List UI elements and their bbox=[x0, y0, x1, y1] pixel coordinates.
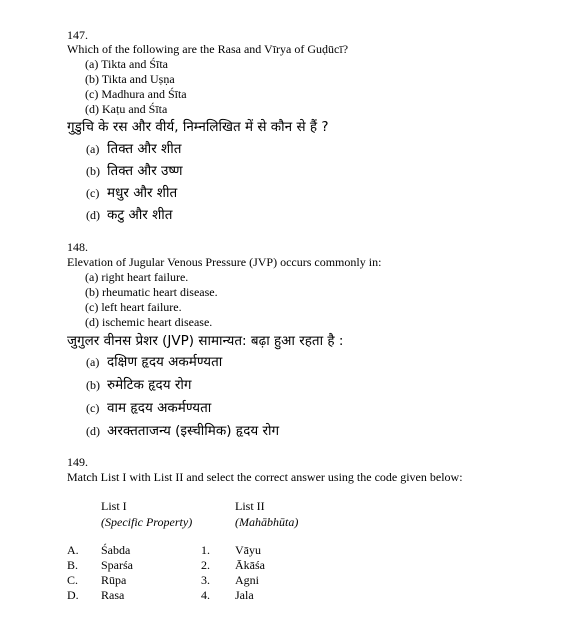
hindi-option-148-a: दक्षिण हृदय अकर्मण्यता bbox=[107, 354, 223, 370]
list1-item: Sparśa bbox=[101, 558, 133, 572]
question-number-147: 147. bbox=[67, 28, 88, 42]
option-148-d: (d) ischemic heart disease. bbox=[85, 315, 213, 329]
question-148-english-stem: Elevation of Jugular Venous Pressure (JVP) occurs commonly in: bbox=[67, 255, 382, 269]
option-147-c: (c) Madhura and Śīta bbox=[85, 87, 187, 101]
list1-item: Śabda bbox=[101, 543, 131, 557]
hindi-option-147-d: कटु और शीत bbox=[107, 207, 173, 223]
hindi-option-key: (c) bbox=[86, 186, 100, 200]
hindi-option-148-d: अरक्तताजन्य (इस्चीमिक) हृदय रोग bbox=[107, 423, 280, 439]
option-148-b: (b) rheumatic heart disease. bbox=[85, 285, 218, 299]
list2-key: 2. bbox=[201, 558, 210, 572]
question-149-english-stem: Match List I with List II and select the correct answer using the code given below: bbox=[67, 470, 463, 484]
list2-item: Vāyu bbox=[235, 543, 261, 557]
list1-title: List I bbox=[101, 499, 127, 513]
question-147-hindi-stem: गुडुचि के रस और वीर्य, निम्नलिखित में से कौन से हैं ? bbox=[67, 119, 329, 135]
list1-item: Rasa bbox=[101, 588, 125, 602]
hindi-option-key: (b) bbox=[86, 378, 100, 392]
list2-item: Ākāśa bbox=[235, 558, 265, 572]
hindi-option-147-a: तिक्त और शीत bbox=[107, 141, 182, 157]
question-148-hindi-stem: जुगुलर वीनस प्रेशर (JVP) सामान्यत: बढ़ा हुआ रहता है : bbox=[67, 333, 344, 349]
hindi-option-key: (c) bbox=[86, 401, 100, 415]
hindi-option-key: (a) bbox=[86, 142, 100, 156]
question-147-english-stem: Which of the following are the Rasa and Vīrya of Guḍūcī? bbox=[67, 42, 349, 56]
hindi-option-key: (a) bbox=[86, 355, 100, 369]
list2-key: 3. bbox=[201, 573, 210, 587]
list1-key: C. bbox=[67, 573, 79, 587]
list2-title: List II bbox=[235, 499, 265, 513]
list1-key: A. bbox=[67, 543, 79, 557]
option-147-a: (a) Tikta and Śīta bbox=[85, 57, 168, 71]
hindi-option-key: (d) bbox=[86, 424, 100, 438]
hindi-option-148-c: वाम हृदय अकर्मण्यता bbox=[107, 400, 212, 416]
list2-key: 1. bbox=[201, 543, 210, 557]
hindi-option-key: (b) bbox=[86, 164, 100, 178]
question-number-148: 148. bbox=[67, 240, 88, 254]
list1-key: D. bbox=[67, 588, 79, 602]
hindi-option-147-c: मधुर और शीत bbox=[107, 185, 178, 201]
list2-item: Agni bbox=[235, 573, 259, 587]
list2-subtitle: (Mahābhūta) bbox=[235, 515, 299, 529]
list2-item: Jala bbox=[235, 588, 254, 602]
option-147-b: (b) Tikta and Uṣṇa bbox=[85, 72, 175, 86]
list1-key: B. bbox=[67, 558, 79, 572]
list1-item: Rūpa bbox=[101, 573, 127, 587]
option-147-d: (d) Kaṭu and Śīta bbox=[85, 102, 168, 116]
list2-key: 4. bbox=[201, 588, 210, 602]
hindi-option-key: (d) bbox=[86, 208, 100, 222]
option-148-c: (c) left heart failure. bbox=[85, 300, 182, 314]
hindi-option-148-b: रुमेटिक हृदय रोग bbox=[107, 377, 192, 393]
hindi-option-147-b: तिक्त और उष्ण bbox=[107, 163, 183, 179]
question-number-149: 149. bbox=[67, 455, 88, 469]
option-148-a: (a) right heart failure. bbox=[85, 270, 189, 284]
list1-subtitle: (Specific Property) bbox=[101, 515, 193, 529]
